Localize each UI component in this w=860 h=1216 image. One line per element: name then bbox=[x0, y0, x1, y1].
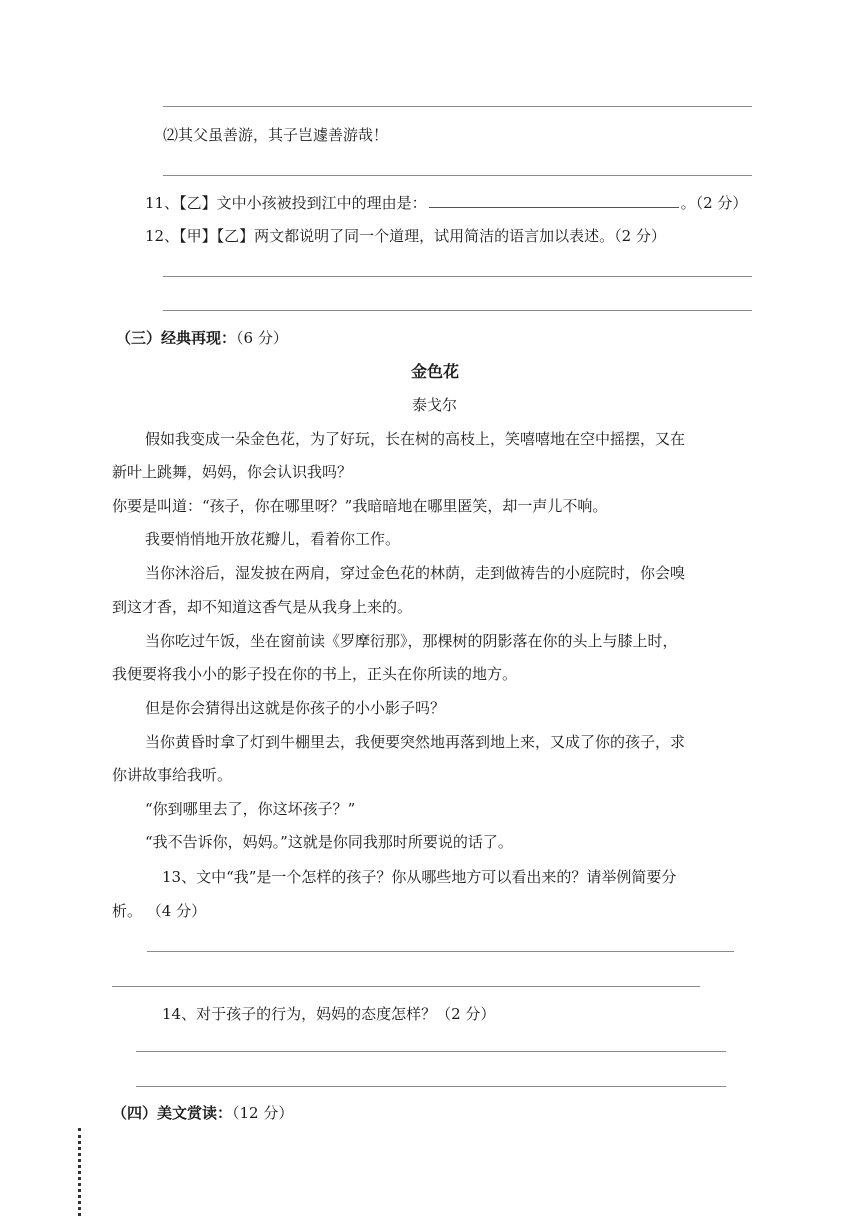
poem-author: 泰戈尔 bbox=[412, 396, 458, 414]
poem-line: 假如我变成一朵金色花，为了好玩，长在树的高枝上，笑嘻嘻地在空中摇摆，又在 bbox=[145, 430, 686, 448]
question-11-score: 。（2 分） bbox=[680, 194, 748, 212]
poem-line: “你到哪里去了，你这坏孩子？” bbox=[145, 800, 356, 818]
question-12: 12、【甲】【乙】两文都说明了同一个道理，试用简洁的语言加以表述。（2 分） bbox=[145, 227, 666, 245]
question-11-text: 11、【乙】文中小孩被投到江中的理由是： bbox=[145, 194, 427, 212]
binding-margin-dotted-line bbox=[78, 1128, 81, 1216]
poem-line: 你讲故事给我听。 bbox=[112, 766, 233, 784]
poem-line: 当你黄昏时拿了灯到牛棚里去，我便要突然地再落到地上来，又成了你的孩子，求 bbox=[145, 733, 686, 751]
answer-blank[interactable] bbox=[429, 193, 679, 208]
section-4-heading bbox=[112, 1102, 293, 1123]
answer-line bbox=[163, 310, 752, 311]
poem-line: 新叶上跳舞，妈妈，你会认识我吗？ bbox=[112, 463, 353, 481]
poem-line: 我便要将我小小的影子投在你的书上，正头在你所读的地方。 bbox=[112, 665, 518, 683]
answer-line bbox=[163, 175, 752, 176]
section-3-label: （三）经典再现： bbox=[116, 329, 237, 347]
question-13-line-1: 13、文中“我”是一个怎样的孩子？你从哪些地方可以看出来的？请举例简要分 bbox=[162, 868, 677, 886]
section-4-score: （12 分） bbox=[232, 1104, 294, 1122]
question-13-line-2: 析。 （4 分） bbox=[112, 902, 207, 920]
poem-title: 金色花 bbox=[411, 362, 460, 381]
question-11 bbox=[145, 192, 747, 213]
poem-line: 到这才香，却不知道这香气是从我身上来的。 bbox=[112, 598, 413, 616]
answer-line bbox=[163, 106, 752, 107]
answer-line bbox=[163, 276, 752, 277]
answer-line bbox=[112, 986, 700, 987]
answer-line bbox=[136, 1086, 726, 1087]
poem-line: “我不告诉你，妈妈。”这就是你同我那时所要说的话了。 bbox=[145, 833, 513, 851]
answer-line bbox=[147, 951, 734, 952]
poem-line: 我要悄悄地开放花瓣儿，看着你工作。 bbox=[145, 530, 401, 548]
question-10-2: ⑵其父虽善游，其子岂遽善游哉！ bbox=[163, 126, 389, 144]
section-3-score: （6 分） bbox=[236, 329, 288, 347]
question-14: 14、对于孩子的行为，妈妈的态度怎样？（2 分） bbox=[162, 1005, 496, 1023]
section-3-heading bbox=[116, 327, 288, 348]
answer-line bbox=[136, 1051, 726, 1052]
poem-line: 但是你会猜得出这就是你孩子的小小影子吗？ bbox=[145, 699, 446, 717]
poem-line: 当你吃过午饭，坐在窗前读《罗摩衍那》，那棵树的阴影落在你的头上与膝上时， bbox=[145, 632, 678, 650]
poem-line: 你要是叫道：“孩子，你在哪里呀？”我暗暗地在哪里匿笑，却一声儿不响。 bbox=[112, 497, 608, 515]
section-4-label: （四）美文赏读： bbox=[112, 1104, 233, 1122]
poem-line: 当你沐浴后，湿发披在两肩，穿过金色花的林荫，走到做祷告的小庭院时，你会嗅 bbox=[145, 564, 686, 582]
